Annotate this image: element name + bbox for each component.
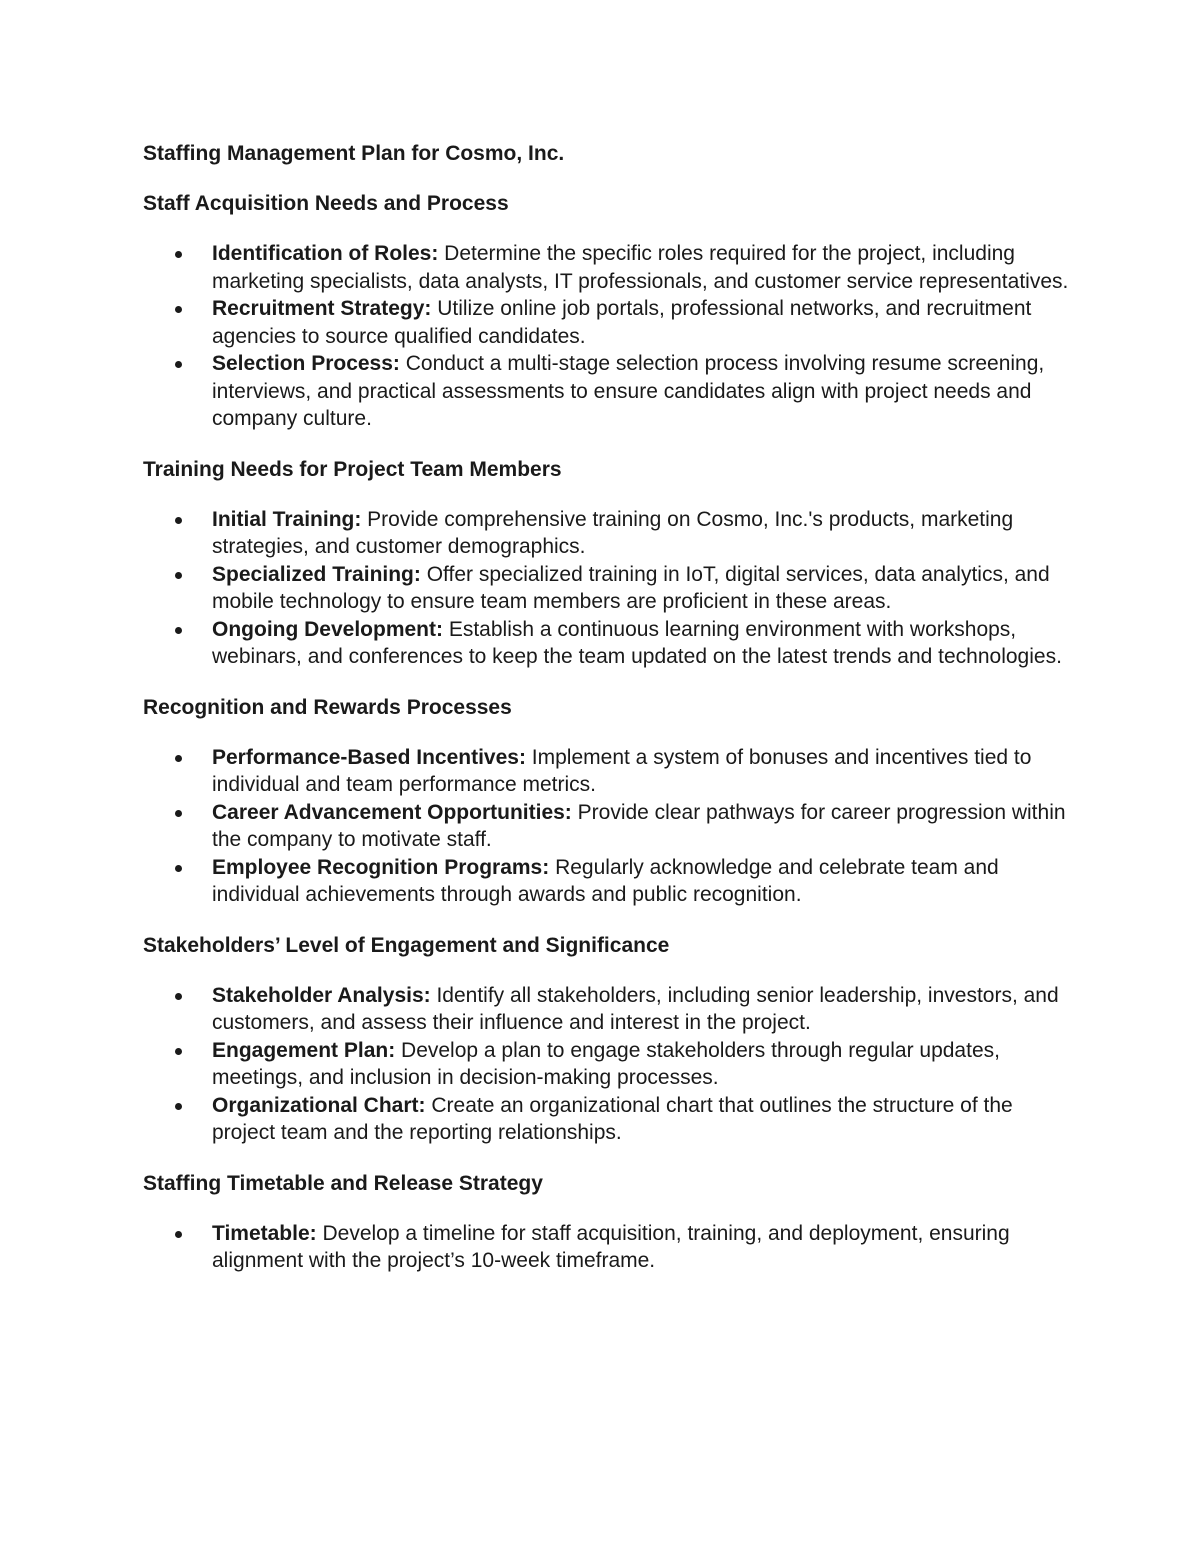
list-item (143, 1037, 1073, 1092)
list-item (143, 506, 1073, 561)
bullet-icon (175, 1048, 182, 1055)
list-item (143, 1092, 1073, 1147)
list-item (143, 295, 1073, 350)
item-text: Provide clear pathways for career progression within the company to motivate staff. (212, 800, 1066, 851)
list-item (143, 561, 1073, 616)
section-heading: Recognition and Rewards Processes (143, 695, 512, 719)
document-title: Staffing Management Plan for Cosmo, Inc. (143, 142, 565, 165)
item-term: Ongoing Development: (212, 617, 443, 641)
section-heading: Staff Acquisition Needs and Process (143, 192, 509, 215)
item-term: Career Advancement Opportunities: (212, 800, 572, 824)
list-item (143, 744, 1073, 799)
item-text: Provide comprehensive training on Cosmo, Inc.'s products, marketing strategies, and customer demographics. (212, 507, 1014, 558)
bullet-list (143, 982, 1073, 1147)
list-item (143, 854, 1073, 909)
bullet-icon (175, 865, 182, 872)
bullet-icon (175, 306, 182, 313)
bullet-icon (175, 361, 182, 368)
item-text: Create an organizational chart that outlines the structure of the project team and the reporting relationships. (212, 1093, 1013, 1144)
bullet-icon (175, 517, 182, 524)
bullet-icon (175, 1103, 182, 1110)
bullet-icon (175, 251, 182, 258)
list-item (143, 1220, 1073, 1275)
section-stakeholders (143, 932, 1073, 1147)
item-text: Utilize online job portals, professional networks, and recruitment agencies to source qualified candidates. (212, 297, 1032, 348)
item-term: Performance-Based Incentives: (212, 745, 526, 769)
item-text: Conduct a multi-stage selection process involving resume screening, interviews, and practical assessments to ensure candidates align with project needs and company culture. (212, 352, 1045, 430)
list-item (143, 240, 1073, 295)
item-text: Establish a continuous learning environment with workshops, webinars, and conferences to keep the team updated on the latest trends and technologies. (212, 617, 1062, 668)
item-text: Develop a plan to engage stakeholders through regular updates, meetings, and inclusion in decision-making processes. (212, 1038, 1000, 1089)
item-term: Organizational Chart: (212, 1093, 426, 1117)
item-term: Initial Training: (212, 507, 362, 531)
section-staffing-timetable (143, 1170, 1073, 1275)
item-term: Specialized Training: (212, 562, 421, 586)
item-term: Timetable: (212, 1221, 317, 1245)
list-item (143, 350, 1073, 433)
bullet-list (143, 506, 1073, 671)
item-term: Employee Recognition Programs: (212, 855, 550, 879)
bullet-icon (175, 572, 182, 579)
item-text: Develop a timeline for staff acquisition, training, and deployment, ensuring alignment with the project’s 10-week timeframe. (212, 1221, 1010, 1272)
list-item (143, 982, 1073, 1037)
item-text: Identify all stakeholders, including senior leadership, investors, and customers, and assess their influence and interest in the project. (212, 983, 1059, 1034)
section-recognition-rewards (143, 694, 1073, 909)
item-term: Selection Process: (212, 352, 400, 375)
bullet-list (143, 240, 1073, 433)
list-item (143, 616, 1073, 671)
section-heading: Staffing Timetable and Release Strategy (143, 1171, 543, 1195)
item-term: Stakeholder Analysis: (212, 983, 431, 1007)
item-text: Determine the specific roles required for the project, including marketing specialists, data analysts, IT professionals, and customer service representatives. (212, 242, 1069, 293)
section-training-needs (143, 456, 1073, 671)
bullet-icon (175, 755, 182, 762)
bullet-list (143, 1220, 1073, 1275)
item-text: Regularly acknowledge and celebrate team and individual achievements through awards and public recognition. (212, 855, 999, 906)
bullet-icon (175, 1231, 182, 1238)
section-heading: Stakeholders’ Level of Engagement and Significance (143, 933, 670, 957)
list-item (143, 799, 1073, 854)
item-term: Identification of Roles: (212, 242, 439, 265)
bullet-icon (175, 627, 182, 634)
item-text: Implement a system of bonuses and incentives tied to individual and team performance metrics. (212, 745, 1032, 796)
bullet-list (143, 744, 1073, 909)
bullet-icon (175, 993, 182, 1000)
item-term: Engagement Plan: (212, 1038, 396, 1062)
section-staff-acquisition (143, 190, 1073, 433)
item-term: Recruitment Strategy: (212, 297, 432, 320)
document-page (143, 140, 1073, 1298)
bullet-icon (175, 810, 182, 817)
item-text: Offer specialized training in IoT, digital services, data analytics, and mobile technology to ensure team members are proficient in these areas. (212, 562, 1050, 613)
section-heading: Training Needs for Project Team Members (143, 457, 562, 481)
